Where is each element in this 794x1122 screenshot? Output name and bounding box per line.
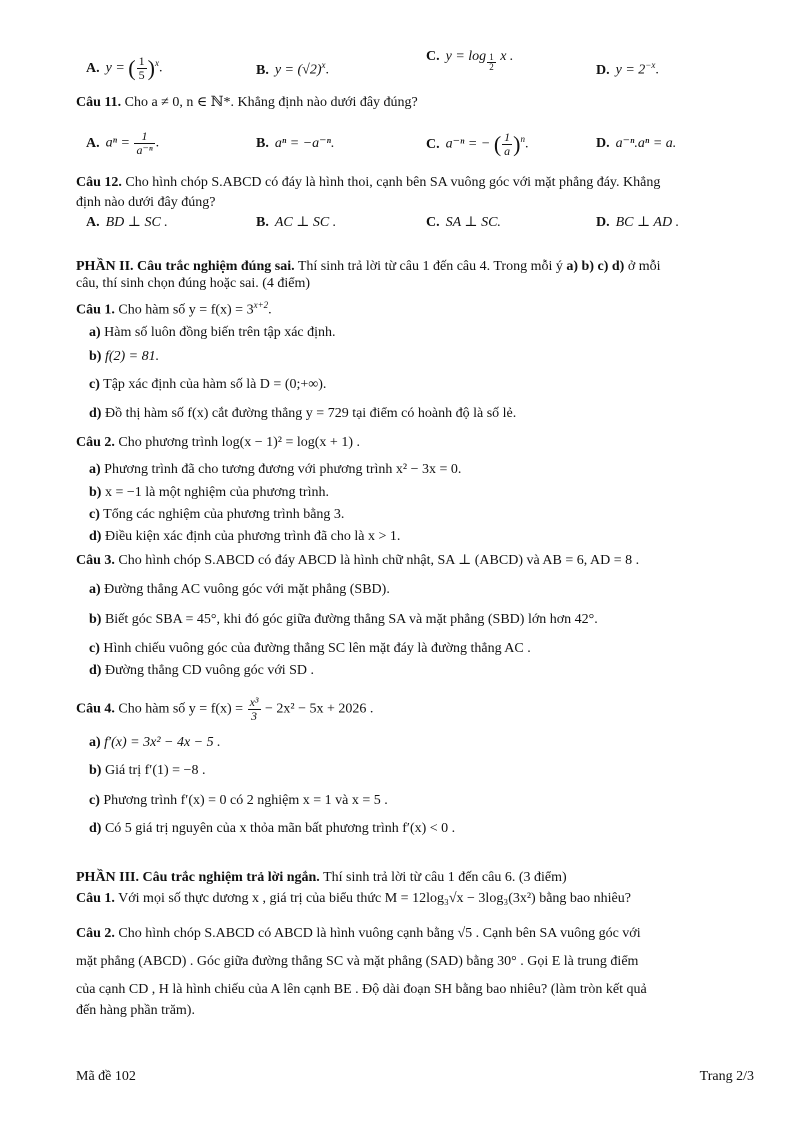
q11-option-c: C. a⁻ⁿ = − ( $\frac{1}{a}$ )$^n$.: [426, 129, 529, 158]
p2-q4-d: d) Có 5 giá trị nguyên của x thỏa mãn bất phương trình f′(x) < 0 .: [89, 821, 456, 836]
p2-q2-stem: Câu 2. Cho phương trình log(x − 1)² = log(x + 1) .: [76, 435, 360, 450]
q11-option-d: D. a⁻ⁿ.aⁿ = a.: [596, 136, 677, 151]
p3-q2-line2: mặt phẳng (ABCD) . Góc giữa đường thẳng SC và mặt phẳng (SAD) bằng 30° . Gọi E là trung điểm: [76, 954, 639, 969]
q11-stem: Câu 11. Cho a ≠ 0, n ∈ ℕ*. Khẳng định nào dưới đây đúng?: [76, 95, 418, 110]
footer-exam-code: Mã đề 102: [76, 1069, 136, 1084]
p2-q3-b: b) Biết góc SBA = 45°, khi đó góc giữa đường thẳng SA và mặt phẳng (SBD) lớn hơn 42°.: [89, 612, 598, 627]
part2-intro-line2: câu, thí sinh chọn đúng hoặc sai. (4 điểm): [76, 276, 311, 291]
p2-q3-c: c) Hình chiếu vuông góc của đường thẳng SC lên mặt đáy là đường thẳng AC .: [89, 641, 531, 656]
p2-q3-a: a) Đường thẳng AC vuông góc với mặt phẳng (SBD).: [89, 582, 390, 597]
p3-q1: Câu 1. Với mọi số thực dương x , giá trị của biểu thức M = 12log₃√x − 3log₃(3x²) bằng bao nhiêu?: [76, 891, 631, 906]
q11-option-b: B. aⁿ = −a⁻ⁿ.: [256, 136, 335, 151]
p2-q2-a: a) Phương trình đã cho tương đương với phương trình x² − 3x = 0.: [89, 462, 462, 477]
p2-q2-c: c) Tổng các nghiệm của phương trình bằng 3.: [89, 507, 345, 522]
p2-q2-b: b) x = −1 là một nghiệm của phương trình.: [89, 485, 329, 500]
q10-option-b: B. $y = (√2)^x$.: [256, 60, 330, 78]
p3-q2-line4: đến hàng phần trăm).: [76, 1003, 195, 1018]
p2-q1-stem: Câu 1. Cho hàm số $y = f(x) = 3^{x+2}$.: [76, 300, 272, 318]
p2-q3-d: d) Đường thẳng CD vuông góc với SD .: [89, 663, 315, 678]
p2-q1-b: b) f(2) = 81.: [89, 349, 160, 364]
p2-q4-c: c) Phương trình f′(x) = 0 có 2 nghiệm x = 1 và x = 5 .: [89, 793, 388, 808]
p3-q2-line1: Câu 2. Cho hình chóp S.ABCD có ABCD là hình vuông cạnh bằng √5 . Cạnh bên SA vuông góc với: [76, 926, 641, 941]
q12-option-c: C. SA ⊥ SC.: [426, 215, 501, 230]
q12-stem-line2: định nào dưới đây đúng?: [76, 195, 216, 210]
p2-q4-a: a) f′(x) = 3x² − 4x − 5 .: [89, 735, 221, 750]
q10-option-a: A. y = ( $\frac{1}{5}$ )$^x$.: [86, 53, 163, 82]
p2-q1-d: d) Đồ thị hàm số f(x) cắt đường thẳng y = 729 tại điểm có hoành độ là số lẻ.: [89, 406, 517, 421]
q12-stem-line1: Câu 12. Cho hình chóp S.ABCD có đáy là hình thoi, cạnh bên SA vuông góc với mặt phẳng đáy. Khẳng: [76, 175, 661, 190]
p2-q1-a: a) Hàm số luôn đồng biến trên tập xác định.: [89, 325, 336, 340]
p3-q2-line3: của cạnh CD , H là hình chiếu của A lên cạnh BE . Độ dài đoạn SH bằng bao nhiêu? (làm tròn kết quả: [76, 982, 647, 997]
q12-option-d: D. BC ⊥ AD .: [596, 215, 680, 230]
p2-q1-c: c) Tập xác định của hàm số là D = (0;+∞).: [89, 377, 327, 392]
q10-option-c: C. y = log $\frac{1}{2}$ x .: [426, 49, 514, 72]
part3-heading: PHẦN III. Câu trắc nghiệm trả lời ngắn. Thí sinh trả lời từ câu 1 đến câu 6. (3 điểm): [76, 870, 567, 885]
q12-option-b: B. AC ⊥ SC .: [256, 215, 337, 230]
q12-option-a: A. BD ⊥ SC .: [86, 215, 168, 230]
p2-q4-b: b) Giá trị f′(1) = −8 .: [89, 763, 206, 778]
p2-q2-d: d) Điều kiện xác định của phương trình đã cho là x > 1.: [89, 529, 401, 544]
p2-q4-stem: Câu 4. Cho hàm số y = f(x) = $\frac{\text{x³}}{3}$ − 2x² − 5x + 2026 .: [76, 695, 374, 723]
q11-option-a: A. aⁿ = $\frac{1}{\text{a⁻ⁿ}}$ .: [86, 129, 160, 157]
p2-q3-stem: Câu 3. Cho hình chóp S.ABCD có đáy ABCD là hình chữ nhật, SA ⊥ (ABCD) và AB = 6, AD = 8 .: [76, 553, 640, 568]
footer-page-number: Trang 2/3: [699, 1069, 754, 1084]
q10-option-d: D. $y = 2^{-x}$.: [596, 60, 659, 78]
part2-heading: PHẦN II. Câu trắc nghiệm đúng sai. Thí sinh trả lời từ câu 1 đến câu 4. Trong mỗi ý a) b) c) d) ở mỗi: [76, 259, 661, 274]
